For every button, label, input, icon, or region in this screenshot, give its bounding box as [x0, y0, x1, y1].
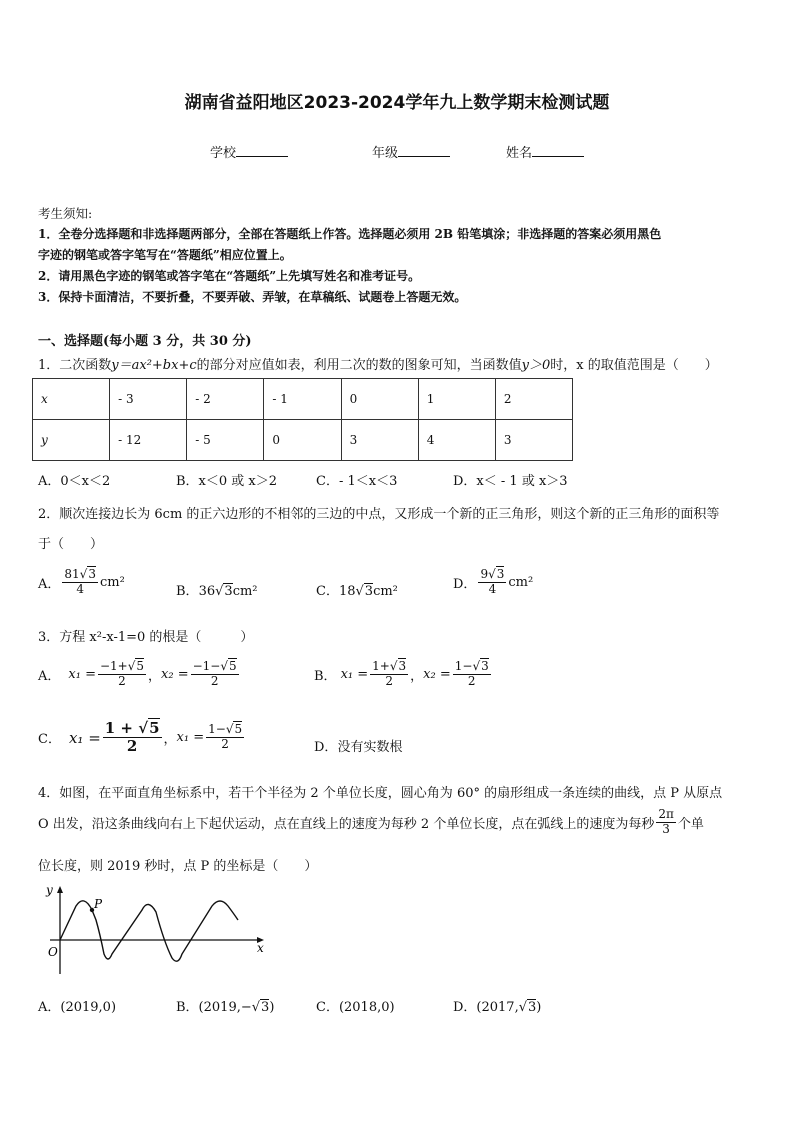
school-blank[interactable] — [236, 144, 288, 157]
q4-line2a: O 出发，沿这条曲线向右上下起伏运动，点在直线上的速度为每秒 2 个单位长度，点在弧线上的速度为每秒 — [38, 816, 655, 832]
q3-a-x2: x₂ = — [161, 666, 189, 682]
q3-b1-fraction: $\frac{1+√3}{2}$ — [372, 659, 407, 688]
graph-x-label: x — [257, 941, 264, 955]
table-cell: 0 — [264, 420, 341, 461]
q2-d-unit: cm² — [508, 574, 534, 590]
q1-formula: y＝ax²+bx+c — [111, 358, 197, 373]
q2-d-den: 4 — [488, 581, 497, 596]
q2-label-b: B． — [176, 584, 199, 599]
q2-stem-line2: 于（ ） — [38, 537, 104, 552]
q4-frac-num: 2π — [658, 807, 674, 821]
q3-b1-den: 2 — [385, 673, 393, 688]
q3-label-c: C． — [38, 732, 61, 748]
grade-field — [372, 142, 450, 161]
q3-option-b[interactable]: B． x₁ = $\frac{1+√3}{2}$ ， x₂ = $\frac{1-√3}{2}$ — [314, 659, 489, 688]
q4-option-a[interactable]: A．(2019,0) — [38, 1000, 117, 1015]
q1-cond: y＞0 — [521, 358, 551, 373]
table-cell: - 3 — [110, 379, 187, 420]
q3-a-x1: x₁ = — [68, 666, 96, 682]
q2-a-num: 81 — [64, 567, 80, 581]
q2-option-c[interactable]: C．18√3cm² — [316, 584, 398, 599]
q4-stem-line3: 位长度，则 2019 秒时，点 P 的坐标是（ ） — [38, 859, 318, 874]
table-row — [33, 379, 573, 420]
q2-c-unit: cm² — [373, 584, 398, 599]
q3-label-a: A． — [38, 668, 61, 684]
q1-option-a[interactable]: A．0＜x＜2 — [38, 474, 111, 489]
notice-item-1: 1．全卷分选择题和非选择题两部分，全部在答题纸上作答。选择题必须用 2B 铅笔填涂；非选择题的答案必须用黑色 — [38, 227, 662, 241]
q3-b2-rad: 3 — [481, 659, 489, 673]
q4-option-b-text: B．(2019,− — [176, 1000, 252, 1015]
table-cell: 4 — [418, 420, 495, 461]
q2-d-fraction: $\frac{9√3}{4}$ — [480, 567, 505, 596]
q1-option-d[interactable]: D．x＜ - 1 或 x＞3 — [453, 474, 568, 489]
table-cell: x — [33, 379, 110, 420]
table-cell: 1 — [418, 379, 495, 420]
q4-option-b[interactable]: B．(2019,−√3) — [176, 1000, 275, 1015]
table-cell: - 5 — [187, 420, 264, 461]
q3-a2-den: 2 — [210, 673, 219, 688]
q4-option-c[interactable]: C．(2018,0) — [316, 1000, 395, 1015]
wave-curve — [60, 901, 238, 961]
notice-heading: 考生须知: — [38, 206, 93, 221]
y-axis-arrow — [57, 886, 63, 893]
q1-option-c[interactable]: C．- 1＜x＜3 — [316, 474, 398, 489]
q4-d-rad: 3 — [528, 1000, 537, 1015]
table-cell: - 1 — [264, 379, 341, 420]
q1-tail: 时，x 的取值范围是（ ） — [550, 358, 718, 373]
q3-label-b: B． — [314, 668, 337, 684]
q2-a-fraction: $\frac{81√3}{4}$ — [64, 567, 96, 596]
table-cell: - 2 — [187, 379, 264, 420]
q1-option-b[interactable]: B．x＜0 或 x＞2 — [176, 474, 278, 489]
q3-d-text: 没有实数根 — [337, 740, 403, 755]
table-cell: y — [33, 420, 110, 461]
notice-item-1b: 字迹的钢笔或答字笔写在“答题纸”相应位置上。 — [38, 248, 292, 262]
q2-stem-line1: 2．顺次连接边长为 6cm 的正六边形的不相邻的三边的中点，又形成一个新的正三角形，则这个新的正三角形的面积等 — [38, 507, 720, 522]
q1-value-table — [32, 378, 573, 461]
q4-option-d[interactable]: D．(2017,√3) — [453, 1000, 542, 1015]
q3-c2-fraction: $\frac{1-√5}{2}$ — [208, 722, 243, 752]
graph-p-label: P — [94, 897, 103, 911]
q3-a1-num: −1+ — [99, 659, 128, 673]
q3-b2-den: 2 — [467, 673, 476, 688]
q3-b2-fraction: $\frac{1-√3}{2}$ — [454, 659, 489, 688]
q4-stem-line1: 4．如图，在平面直角坐标系中，若干个半径为 2 个单位长度，圆心角为 60° 的扇形组成一条连续的曲线，点 P 从原点 — [38, 786, 723, 801]
table-cell: 3 — [495, 420, 572, 461]
q2-option-a[interactable] — [38, 568, 125, 597]
q3-c1-rad: 5 — [149, 719, 160, 737]
q3-a1-fraction: $\frac{-1+√5}{2}$ — [99, 659, 145, 688]
q2-option-b[interactable]: B．36√3cm² — [176, 584, 258, 599]
q2-a-rad: 3 — [88, 567, 96, 581]
q3-b-x1: x₁ = — [340, 666, 369, 682]
graph-origin-label: O — [48, 945, 58, 959]
q4-b-rad: 3 — [261, 1000, 270, 1015]
section-heading: 一、选择题(每小题 3 分，共 30 分) — [38, 334, 252, 349]
table-row — [33, 420, 573, 461]
q3-a1-rad: 5 — [136, 659, 145, 673]
name-blank[interactable] — [532, 144, 584, 157]
q3-c1-num: 1 + — [104, 719, 139, 737]
q2-d-num: 9 — [480, 567, 489, 581]
q1-post: 的部分对应值如表，利用二次的数的图象可知，当函数值 — [196, 358, 522, 373]
q3-a2-num: −1− — [192, 659, 221, 673]
q4-frac-den: 3 — [662, 821, 670, 836]
q2-label-c: C． — [316, 584, 339, 599]
table-cell: 0 — [341, 379, 418, 420]
q3-option-d[interactable] — [314, 736, 402, 755]
grade-blank[interactable] — [398, 144, 450, 157]
q2-a-den: 4 — [76, 581, 84, 596]
q2-b-rad: 3 — [224, 584, 233, 599]
table-cell: 2 — [495, 379, 572, 420]
q3-option-a[interactable]: A． x₁ = $\frac{-1+√5}{2}$ ， x₂ = $\frac{-1-√5}{2}$ — [38, 659, 237, 688]
q2-d-rad: 3 — [496, 567, 505, 581]
page-title: 湖南省益阳地区2023-2024学年九上数学期末检测试题 — [184, 93, 610, 113]
q3-b1-num: 1+ — [372, 659, 390, 673]
q2-option-d[interactable] — [453, 568, 533, 597]
q4-stem-line2 — [38, 808, 704, 837]
q2-b-text: 36 — [198, 584, 216, 599]
notice-item-3: 3．保持卡面清洁，不要折叠，不要弄破、弄皱，在草稿纸、试题卷上答题无效。 — [38, 290, 467, 304]
q3-c2-rad: 5 — [234, 722, 243, 737]
graph-y-label: y — [46, 883, 53, 897]
q3-b2-num: 1− — [454, 659, 473, 673]
q1-pre: 1．二次函数 — [38, 358, 112, 373]
q3-a1-den: 2 — [118, 673, 126, 688]
q3-a2-rad: 5 — [229, 659, 237, 673]
table-cell: - 12 — [110, 420, 187, 461]
q3-label-d: D． — [314, 740, 338, 755]
q3-b-x2: x₂ = — [423, 666, 451, 682]
q1-stem — [38, 354, 718, 373]
q4-fraction — [656, 808, 676, 837]
q4-line2b: 个单 — [677, 816, 704, 832]
grade-label: 年级 — [372, 146, 399, 161]
q4-graph — [38, 882, 278, 982]
q3-c-x1: x₁ = — [68, 728, 101, 747]
q2-b-unit: cm² — [232, 584, 258, 599]
q3-c2-den: 2 — [221, 737, 229, 752]
q3-b1-rad: 3 — [398, 659, 407, 673]
notice-item-2: 2．请用黑色字迹的钢笔或答字笔在“答题纸”上先填写姓名和准考证号。 — [38, 269, 421, 283]
q3-c1-den: 2 — [126, 737, 138, 756]
school-field — [210, 142, 288, 161]
q3-a2-fraction: $\frac{-1-√5}{2}$ — [192, 659, 237, 688]
q2-c-rad: 3 — [364, 584, 374, 599]
q3-stem: 3．方程 x²-x-1=0 的根是（ ） — [38, 630, 254, 645]
name-label: 姓名 — [506, 146, 533, 161]
table-cell: 3 — [341, 420, 418, 461]
q3-option-c[interactable]: C． x₁ = $\frac{1 + √5}{2}$ ， x₁ = $\frac{1-√5}{2}$ — [38, 719, 243, 756]
q3-c2-num: 1− — [208, 722, 226, 737]
q2-label-d: D． — [453, 576, 477, 592]
school-label: 学校 — [210, 146, 237, 161]
q2-label-a: A． — [38, 576, 61, 592]
q2-a-unit: cm² — [99, 574, 125, 590]
q3-c1-fraction: $\frac{1 + √5}{2}$ — [104, 719, 160, 756]
q2-c-text: 18 — [338, 584, 356, 599]
name-field — [506, 142, 584, 161]
q3-c-x1b: x₁ = — [176, 730, 205, 746]
q4-option-d-text: D．(2017, — [453, 1000, 519, 1015]
